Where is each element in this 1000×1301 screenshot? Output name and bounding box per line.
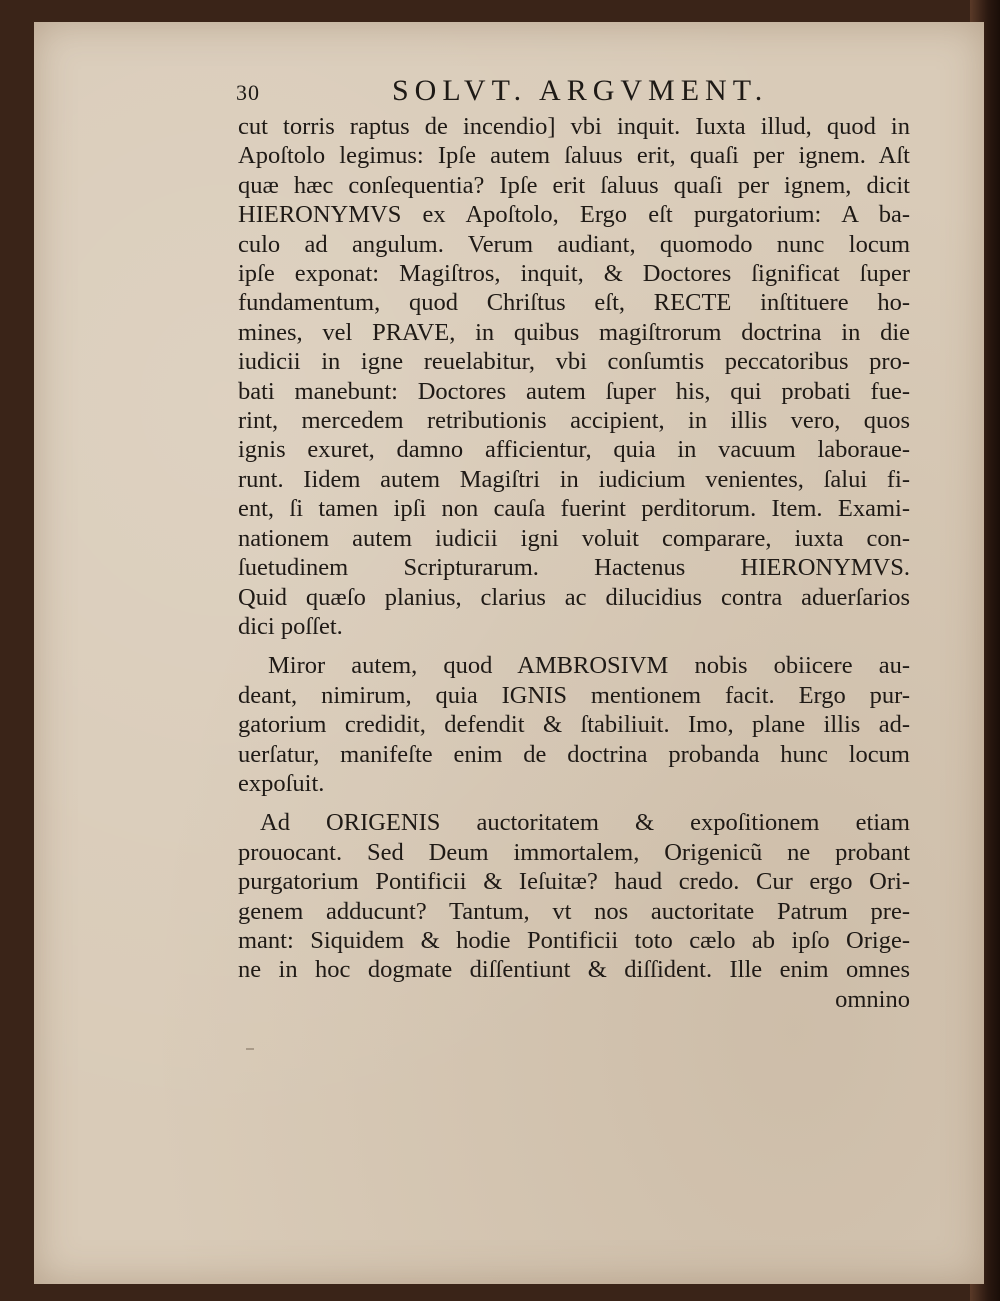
text-line: mant: Siquidem & hodie Pontificii toto cælo ab ipſo Orige- [238, 926, 910, 954]
text-line: Apoſtolo legimus: Ipſe autem ſaluus erit, quaſi per ignem. Aſt [238, 142, 910, 170]
text-line: culo ad angulum. Verum audiant, quomodo nunc locum [238, 230, 910, 258]
paragraph-gap [238, 798, 918, 808]
text-line: purgatorium Pontificii & Ieſuitæ? haud credo. Cur ergo Ori- [238, 868, 910, 896]
text-line: runt. Iidem autem Magiſtri in iudicium venientes, ſalui fi- [238, 465, 910, 493]
text-line: fundamentum, quod Chriſtus eſt, RECTE inſtituere ho- [238, 289, 910, 317]
text-line: expoſuit. [238, 769, 325, 797]
text-line: deant, nimirum, quia IGNIS mentionem facit. Ergo pur- [238, 681, 910, 709]
text-line: ignis exuret, damno afficientur, quia in vacuum laboraue- [238, 436, 910, 464]
text-line: Quid quæſo planius, clarius ac dilucidius contra aduerſarios [238, 583, 910, 611]
text-line: bati manebunt: Doctores autem ſuper his, qui probati fue- [238, 377, 910, 405]
text-line: mines, vel PRAVE, in quibus magiſtrorum doctrina in die [238, 318, 910, 346]
text-line: quæ hæc conſequentia? Ipſe erit ſaluus quaſi per ignem, dicit [238, 171, 910, 199]
text-line: dici poſſet. [238, 612, 343, 640]
text-line: ſuetudinem Scripturarum. Hactenus HIERONYMVS. [238, 554, 910, 582]
text-line: prouocant. Sed Deum immortalem, Origenicũ ne probant [238, 838, 910, 866]
text-line: genem adducunt? Tantum, vt nos auctoritate Patrum pre- [238, 897, 910, 925]
text-line: ent, ſi tamen ipſi non cauſa fuerint perditorum. Item. Exami- [238, 495, 910, 523]
ink-mark [246, 1048, 254, 1050]
text-line: nationem autem iudicii igni voluit comparare, iuxta con- [238, 524, 910, 552]
text-line: gatorium credidit, defendit & ſtabiliuit. Imo, plane illis ad- [238, 711, 910, 739]
text-line: Miror autem, quod AMBROSIVM nobis obiicere au- [268, 652, 910, 680]
running-head: SOLVT. ARGVMENT. [392, 74, 769, 107]
text-line: ipſe exponat: Magiſtros, inquit, & Doctores ſignificat ſuper [238, 260, 910, 288]
text-line: cut torris raptus de incendio] vbi inquit. Iuxta illud, quod in [238, 113, 910, 140]
text-line: rint, mercedem retributionis accipient, in illis vero, quos [238, 407, 910, 435]
paragraph-gap [238, 641, 918, 651]
page-number: 30 [236, 80, 260, 105]
text-line: HIERONYMVS ex Apoſtolo, Ergo eſt purgatorium: A ba- [238, 201, 910, 229]
text-line: Ad ORIGENIS auctoritatem & expoſitionem etiam [260, 809, 910, 837]
text-line: ne in hoc dogmate diſſentiunt & diſſident. Ille enim omnes [238, 956, 910, 984]
text-line: uerſatur, manifeſte enim de doctrina probanda hunc locum [238, 740, 910, 768]
catchword: omnino [835, 985, 910, 1013]
text-line: iudicii in igne reuelabitur, vbi conſumtis peccatoribus pro- [238, 348, 910, 376]
body-text [238, 112, 918, 1014]
